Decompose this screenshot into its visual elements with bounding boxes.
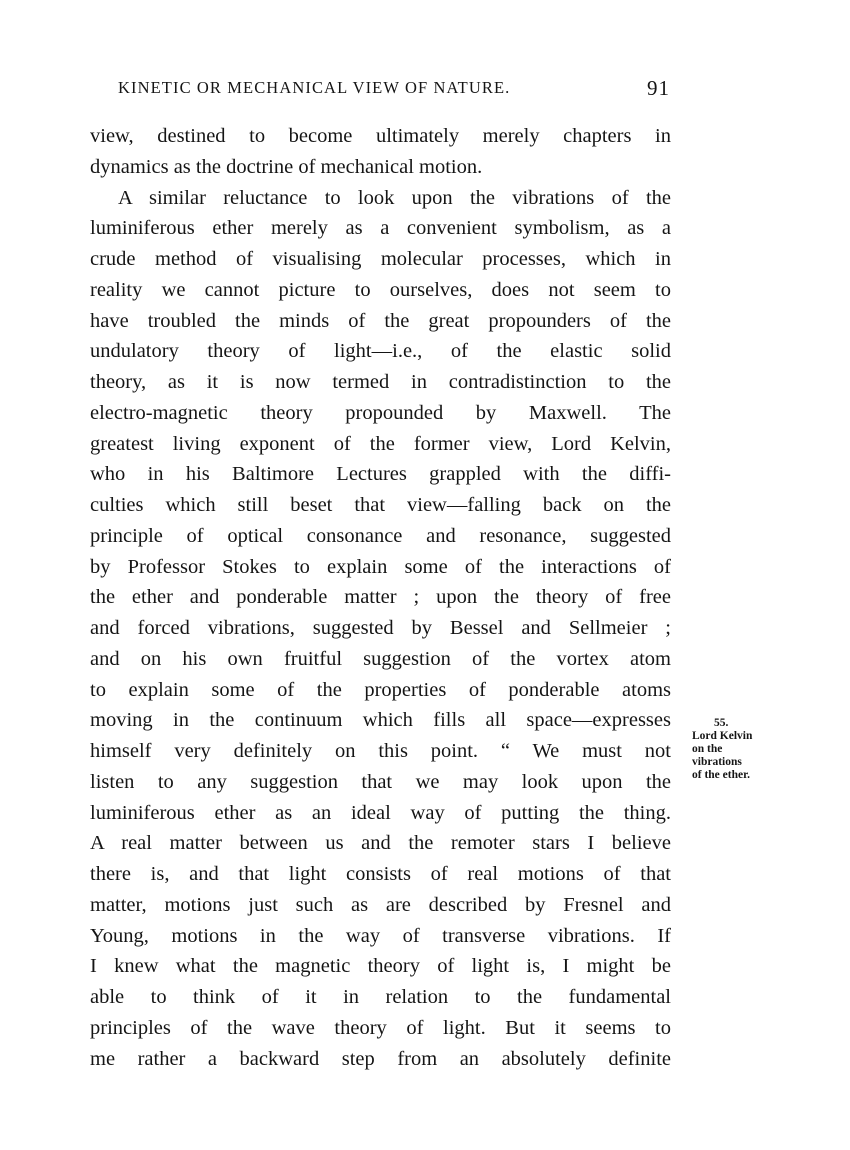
text-line: himself very definitely on this point. “ We must not	[90, 740, 671, 762]
margin-note	[692, 717, 842, 782]
text-line: greatest living exponent of the former view, Lord Kelvin,	[90, 432, 671, 455]
text-line: me rather a backward step from an absolutely definite	[90, 1047, 671, 1070]
text-line: principles of the wave theory of light. But it seems to	[90, 1016, 671, 1039]
text-line: who in his Baltimore Lectures grappled with the diffi-	[90, 463, 671, 486]
text-line: able to think of it in relation to the fundamental	[90, 986, 671, 1008]
text-line: principle of optical consonance and resonance, suggested	[90, 524, 671, 547]
text-line: matter, motions just such as are described by Fresnel and	[90, 893, 671, 916]
margin-note-line: of the ether.	[692, 769, 751, 781]
margin-note-number: 55.	[714, 717, 729, 729]
text-line: crude method of visualising molecular processes, which in	[90, 248, 671, 270]
margin-note-line: vibrations	[692, 756, 742, 768]
text-line: electro-magnetic theory propounded by Maxwell. The	[90, 401, 671, 424]
margin-note-line: Lord Kelvin	[692, 730, 753, 742]
page-number: 91	[647, 76, 670, 100]
text-line: reality we cannot picture to ourselves, does not seem to	[90, 278, 671, 301]
text-line: and on his own fruitful suggestion of the vortex atom	[90, 647, 671, 670]
body-text	[90, 121, 671, 1074]
text-line: Young, motions in the way of transverse vibrations. If	[90, 924, 671, 947]
text-line: A real matter between us and the remoter stars I believe	[90, 832, 671, 855]
running-head-title: KINETIC OR MECHANICAL VIEW OF NATURE.	[118, 78, 511, 97]
text-line: dynamics as the doctrine of mechanical motion.	[90, 155, 483, 178]
text-line: I knew what the magnetic theory of light is, I might be	[90, 955, 671, 978]
text-line: have troubled the minds of the great propounders of the	[90, 309, 671, 332]
text-line: and forced vibrations, suggested by Bessel and Sellmeier ;	[90, 617, 671, 639]
text-line: to explain some of the properties of ponderable atoms	[90, 678, 671, 701]
text-line: A similar reluctance to look upon the vibrations of the	[118, 186, 671, 209]
running-header	[118, 73, 670, 103]
margin-note-line: on the	[692, 743, 723, 755]
text-line: theory, as it is now termed in contradistinction to the	[90, 371, 671, 393]
text-line: culties which still beset that view—falling back on the	[90, 494, 671, 516]
text-line: luminiferous ether merely as a convenient symbolism, as a	[90, 217, 671, 240]
text-line: view, destined to become ultimately merely chapters in	[90, 125, 671, 147]
text-line: undulatory theory of light—i.e., of the elastic solid	[90, 340, 671, 363]
text-line: there is, and that light consists of real motions of that	[90, 863, 671, 885]
text-line: by Professor Stokes to explain some of the interactions of	[90, 555, 671, 578]
text-line: the ether and ponderable matter ; upon the theory of free	[90, 586, 671, 609]
text-line: luminiferous ether as an ideal way of putting the thing.	[90, 801, 671, 824]
text-line: moving in the continuum which fills all space—expresses	[90, 709, 671, 732]
text-line: listen to any suggestion that we may look upon the	[90, 770, 671, 793]
